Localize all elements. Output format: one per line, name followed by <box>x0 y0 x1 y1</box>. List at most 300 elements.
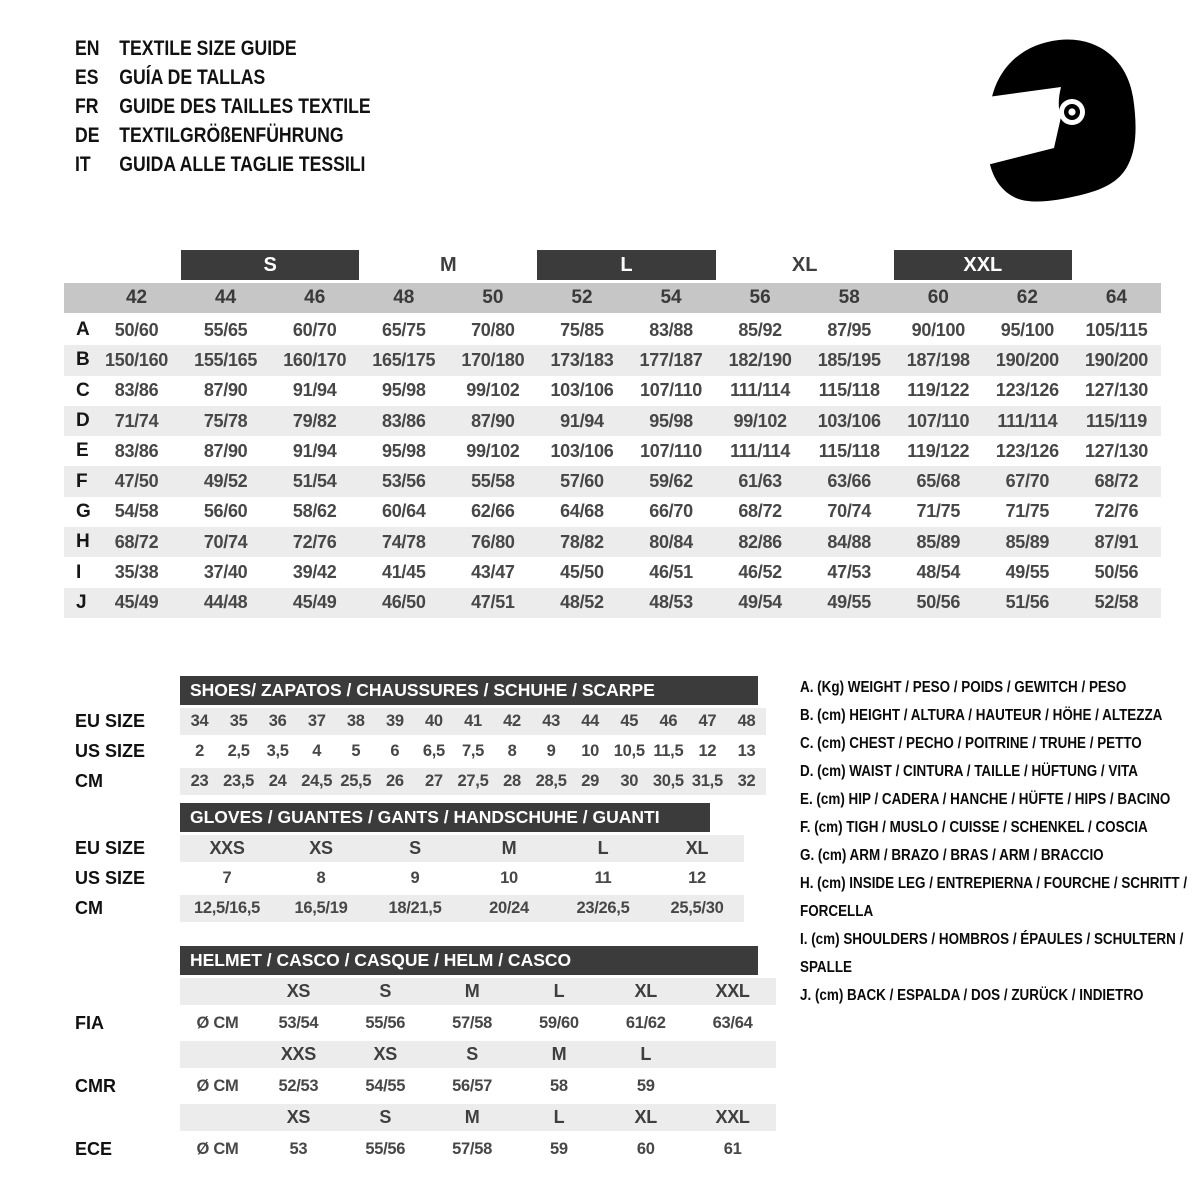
row-letter: H <box>76 531 90 553</box>
cell-value: 63/64 <box>712 1013 753 1032</box>
cell-value: 60/64 <box>382 501 426 522</box>
cell-value: 46/50 <box>382 592 426 613</box>
cell-value: 50/56 <box>1094 562 1139 583</box>
cell-value: 85/89 <box>1005 531 1050 552</box>
cell-value: XL <box>634 981 657 1001</box>
cell-value: 99/102 <box>466 380 520 401</box>
cell-value: 72/76 <box>1094 501 1139 522</box>
cell-value: S <box>409 838 421 858</box>
cell-value: 28,5 <box>535 772 567 790</box>
textile-size-table <box>64 250 1161 618</box>
cell-value: 71/74 <box>114 410 159 431</box>
cell-value: 66/70 <box>649 501 693 522</box>
legend-item: C. (cm) CHEST / PECHO / POITRINE / TRUHE / PETTO <box>800 735 1142 752</box>
size-column-number: 58 <box>838 287 860 308</box>
cell-value: 2 <box>195 742 204 760</box>
cell-value: Ø CM <box>196 1013 239 1032</box>
cell-value: 111/114 <box>997 410 1058 431</box>
shoes-table-header: SHOES/ ZAPATOS / CHAUSSURES / SCHUHE / SCARPE <box>180 676 758 705</box>
standard-label: FIA <box>75 1012 104 1033</box>
cell-value: 43/47 <box>471 562 515 583</box>
cell-value: 28 <box>503 772 521 790</box>
size-column-number: 60 <box>927 287 949 308</box>
row-values <box>180 1071 776 1101</box>
size-column-number: 52 <box>571 287 593 308</box>
cell-value: 58 <box>550 1076 568 1095</box>
cell-value: 24,5 <box>301 772 333 790</box>
cell-value: 55/58 <box>471 471 515 492</box>
cell-value: 25,5/30 <box>670 899 724 917</box>
language-title-list <box>75 34 371 179</box>
language-row <box>75 121 371 150</box>
cell-value: 30 <box>620 772 639 790</box>
language-row <box>75 150 371 179</box>
cell-value: 115/118 <box>818 440 880 461</box>
cell-value: 38 <box>346 712 365 730</box>
cell-value: 187/198 <box>906 349 970 370</box>
measurement-legend <box>800 674 1195 1010</box>
table-row <box>75 768 775 795</box>
cell-value: 95/100 <box>1000 319 1054 340</box>
cell-value: 55/65 <box>203 319 248 340</box>
table-row <box>64 557 1161 587</box>
standard-label: ECE <box>75 1138 113 1159</box>
cell-value: 48/53 <box>649 592 693 613</box>
cell-value: 75/78 <box>203 410 248 431</box>
cell-value: 47/53 <box>827 562 871 583</box>
cell-value: 36 <box>268 712 287 730</box>
cell-value: L <box>553 981 565 1001</box>
cell-value: Ø CM <box>196 1076 239 1095</box>
cell-value: 49/55 <box>1005 562 1050 583</box>
table-row <box>64 436 1161 466</box>
row-letter: J <box>76 591 87 613</box>
cell-value <box>689 1071 776 1101</box>
cell-value <box>180 1104 255 1131</box>
cell-value: 46/51 <box>649 562 693 583</box>
cell-value: 2,5 <box>227 742 250 760</box>
cell-value: 23 <box>190 772 209 790</box>
legend-item: A. (Kg) WEIGHT / PESO / POIDS / GEWITCH / PESO <box>800 679 1127 696</box>
table-row <box>75 708 775 735</box>
row-label: US SIZE <box>75 868 146 888</box>
cell-value: XS <box>286 981 311 1001</box>
legend-item: I. (cm) SHOULDERS / HOMBROS / ÉPAULES / SCHULTERN / SPALLE <box>800 931 1184 976</box>
gloves-rows <box>75 835 775 922</box>
table-row <box>64 588 1161 618</box>
size-column-number: 48 <box>393 287 415 308</box>
helmet-size-table <box>75 946 775 1164</box>
cell-value: 54/55 <box>365 1076 406 1095</box>
cell-value: 25,5 <box>340 772 372 790</box>
cell-value: 107/110 <box>907 410 970 431</box>
cell-value: 70/74 <box>203 531 248 552</box>
gloves-size-table <box>75 803 775 922</box>
language-title: TEXTILE SIZE GUIDE <box>119 36 297 60</box>
standard-label: CMR <box>75 1075 116 1096</box>
cell-value: 23,5 <box>223 772 255 790</box>
cell-value: 53 <box>289 1139 308 1158</box>
cell-value: 12 <box>688 869 706 887</box>
table-row <box>75 978 775 1005</box>
row-letter: E <box>76 440 89 462</box>
cell-value: 57/58 <box>452 1139 492 1158</box>
cell-value: 60 <box>636 1139 655 1158</box>
cell-value: 8 <box>507 742 517 760</box>
cell-value: 41/45 <box>382 562 426 583</box>
table-row <box>75 1041 775 1068</box>
cell-value: 87/91 <box>1094 531 1139 552</box>
cell-value: 10 <box>581 742 600 760</box>
cell-value: 50/60 <box>114 319 159 340</box>
table-row <box>75 1008 775 1038</box>
cell-value: 62/66 <box>471 501 515 522</box>
cell-value: 51/54 <box>292 471 337 492</box>
cell-value: 53/56 <box>382 471 426 492</box>
cell-value: 74/78 <box>382 531 426 552</box>
cell-value: 9 <box>546 742 556 760</box>
cell-value: 20/24 <box>489 899 529 917</box>
cell-value: 45/50 <box>560 562 604 583</box>
cell-value: L <box>640 1044 652 1064</box>
cell-value: 32 <box>737 772 756 790</box>
cell-value: 59/60 <box>539 1013 579 1032</box>
cell-value: 59/62 <box>649 471 693 492</box>
language-title: GUÍA DE TALLAS <box>119 65 266 89</box>
cell-value: 80/84 <box>649 531 693 552</box>
cell-value <box>180 1041 255 1068</box>
measurement-rows <box>64 315 1161 618</box>
language-row <box>75 63 371 92</box>
cell-value: 72/76 <box>292 531 337 552</box>
cell-value: XS <box>373 1044 397 1064</box>
cell-value: 42 <box>503 712 521 730</box>
cell-value: 68/72 <box>114 531 159 552</box>
cell-value: 7 <box>222 869 232 887</box>
cell-value: 119/122 <box>907 440 970 461</box>
cell-value: 58/62 <box>292 501 337 522</box>
cell-value: XL <box>634 1107 657 1127</box>
cell-value: 91/94 <box>292 380 337 401</box>
cell-value: 29 <box>581 772 600 790</box>
cell-value: 84/88 <box>827 531 871 552</box>
cell-value: 85/89 <box>916 531 961 552</box>
cell-value: 65/68 <box>916 471 961 492</box>
cell-value: 91/94 <box>560 410 604 431</box>
cell-value: 160/170 <box>283 349 347 370</box>
cell-value: 48/52 <box>560 592 604 613</box>
cell-value: 39 <box>385 712 404 730</box>
table-row <box>75 1134 775 1164</box>
row-values <box>180 1134 776 1164</box>
cell-value: 57/58 <box>452 1013 492 1032</box>
cell-value: 185/195 <box>817 349 881 370</box>
cell-value: 75/85 <box>560 319 604 340</box>
cell-value: 105/115 <box>1085 319 1148 340</box>
table-row <box>64 315 1161 345</box>
cell-value: S <box>379 1107 392 1127</box>
language-row <box>75 34 371 63</box>
row-letter: C <box>76 379 90 401</box>
size-column-number: 50 <box>482 287 504 308</box>
language-title: GUIDE DES TAILLES TEXTILE <box>119 94 371 118</box>
cell-value <box>689 1041 776 1068</box>
cell-value: 35/38 <box>114 562 159 583</box>
cell-value: 48 <box>737 712 756 730</box>
cell-value: 190/200 <box>995 349 1059 370</box>
cell-value: 67/70 <box>1005 471 1050 492</box>
cell-value: 107/110 <box>640 440 703 461</box>
cell-value: 45/49 <box>114 592 159 613</box>
cell-value: 27 <box>425 772 443 790</box>
cell-value: 45 <box>620 712 639 730</box>
cell-value: 65/75 <box>382 319 426 340</box>
row-letter: D <box>76 410 90 432</box>
table-row <box>75 1071 775 1101</box>
cell-value: L <box>553 1107 565 1127</box>
row-values <box>180 895 744 922</box>
row-values <box>180 1041 776 1068</box>
language-code: IT <box>75 152 91 176</box>
cell-value: 49/55 <box>827 592 871 613</box>
cell-value: XL <box>685 838 709 858</box>
cell-value: 127/130 <box>1084 380 1148 401</box>
cell-value: 68/72 <box>1094 471 1139 492</box>
cell-value: 52/53 <box>278 1076 319 1095</box>
cell-value: 44 <box>581 712 600 730</box>
row-label: CM <box>75 898 103 918</box>
shoes-size-table <box>75 676 775 795</box>
cell-value: M <box>464 981 480 1001</box>
cell-value: 6,5 <box>422 742 445 760</box>
cell-value: 71/75 <box>916 501 961 522</box>
row-label: EU SIZE <box>75 711 146 731</box>
cell-value: 59 <box>636 1076 655 1095</box>
cell-value: 39/42 <box>292 562 337 583</box>
cell-value: 16,5/19 <box>294 899 348 917</box>
cell-value: 37/40 <box>203 562 248 583</box>
row-label-empty <box>75 1104 180 1131</box>
table-row <box>75 835 775 862</box>
cell-value: 46 <box>659 712 678 730</box>
language-code: FR <box>75 94 99 118</box>
cell-value: 12 <box>698 742 717 760</box>
cell-value: 99/102 <box>466 440 520 461</box>
cell-value: 115/119 <box>1085 410 1147 431</box>
table-row <box>64 376 1161 406</box>
cell-value: 55/56 <box>365 1013 406 1032</box>
helmet-rows <box>75 978 775 1164</box>
cell-value: 83/88 <box>649 319 693 340</box>
row-values <box>180 865 744 892</box>
cell-value: 12,5/16,5 <box>193 899 261 917</box>
cell-value: 44/48 <box>203 592 248 613</box>
cell-value: 40 <box>425 712 443 730</box>
gloves-table-header: GLOVES / GUANTES / GANTS / HANDSCHUHE / GUANTI <box>180 803 710 832</box>
cell-value: 43 <box>542 712 560 730</box>
size-number-band <box>64 283 1161 313</box>
cell-value: 5 <box>351 742 361 760</box>
row-values <box>180 1104 776 1131</box>
row-values <box>180 708 766 735</box>
cell-value: 70/74 <box>827 501 871 522</box>
legend-item: B. (cm) HEIGHT / ALTURA / HAUTEUR / HÖHE / ALTEZZA <box>800 707 1163 724</box>
cell-value: 91/94 <box>292 440 337 461</box>
cell-value: 53/54 <box>278 1013 319 1032</box>
cell-value: 9 <box>410 869 420 887</box>
cell-value: 55/56 <box>365 1139 406 1158</box>
cell-value: 30,5 <box>652 772 684 790</box>
row-label: US SIZE <box>75 741 146 761</box>
table-row <box>64 497 1161 527</box>
row-values <box>180 835 744 862</box>
cell-value: 56/60 <box>203 501 248 522</box>
cell-value: 87/90 <box>203 440 248 461</box>
cell-value: 26 <box>385 772 404 790</box>
cell-value: 170/180 <box>461 349 525 370</box>
row-letter: G <box>76 500 91 522</box>
cell-value: 49/52 <box>203 471 248 492</box>
cell-value: XXL <box>715 981 750 1001</box>
cell-value: 119/122 <box>907 380 970 401</box>
racing-helmet-icon <box>973 34 1141 209</box>
size-column-number: 62 <box>1016 287 1038 308</box>
cell-value: 76/80 <box>471 531 515 552</box>
size-column-number: 54 <box>660 287 682 308</box>
table-row <box>64 406 1161 436</box>
table-row <box>64 466 1161 496</box>
cell-value: M <box>501 838 517 858</box>
row-values <box>180 738 766 765</box>
language-title: GUIDA ALLE TAGLIE TESSILI <box>119 152 366 176</box>
legend-item: G. (cm) ARM / BRAZO / BRAS / ARM / BRACCIO <box>800 847 1104 864</box>
cell-value: 47 <box>698 712 717 730</box>
cell-value: 10,5 <box>613 742 645 760</box>
cell-value: XXS <box>209 838 245 858</box>
size-column-number: 56 <box>749 287 771 308</box>
cell-value: 57/60 <box>560 471 604 492</box>
cell-value: 165/175 <box>372 349 436 370</box>
language-row <box>75 92 371 121</box>
cell-value: 51/56 <box>1005 592 1050 613</box>
row-values <box>180 978 776 1005</box>
cell-value: 90/100 <box>911 319 965 340</box>
legend-item: H. (cm) INSIDE LEG / ENTREPIERNA / FOURCHE / SCHRITT / FORCELLA <box>800 875 1188 920</box>
row-label: EU SIZE <box>75 838 146 858</box>
cell-value: 95/98 <box>382 440 426 461</box>
cell-value: 182/190 <box>728 349 792 370</box>
cell-value: 37 <box>307 712 326 730</box>
cell-value: 47/50 <box>114 471 159 492</box>
cell-value: L <box>597 838 609 858</box>
cell-value: 10 <box>500 869 518 887</box>
cell-value: 79/82 <box>292 410 337 431</box>
cell-value: 50/56 <box>916 592 961 613</box>
language-code: EN <box>75 36 100 60</box>
cell-value: 11 <box>594 869 612 887</box>
cell-value: 61/63 <box>738 471 782 492</box>
cell-value: 52/58 <box>1094 592 1139 613</box>
cell-value: 70/80 <box>471 319 515 340</box>
cell-value: 7,5 <box>461 742 485 760</box>
cell-value: S <box>466 1044 478 1064</box>
row-label: CM <box>75 771 103 791</box>
cell-value: 68/72 <box>738 501 782 522</box>
cell-value: 54/58 <box>114 501 159 522</box>
cell-value: 23/26,5 <box>576 899 630 917</box>
cell-value: 31,5 <box>691 772 723 790</box>
cell-value: 115/118 <box>818 380 880 401</box>
cell-value: 45/49 <box>292 592 337 613</box>
size-group-l: L <box>537 250 715 280</box>
cell-value: 95/98 <box>649 410 693 431</box>
cell-value: 3,5 <box>266 742 289 760</box>
cell-value: 6 <box>390 742 400 760</box>
cell-value: 83/86 <box>382 410 426 431</box>
cell-value: 85/92 <box>738 319 782 340</box>
cell-value: XS <box>286 1107 311 1127</box>
table-row <box>75 738 775 765</box>
legend-item: E. (cm) HIP / CADERA / HANCHE / HÜFTE / HIPS / BACINO <box>800 791 1171 808</box>
cell-value: 34 <box>190 712 209 730</box>
cell-value: 111/114 <box>730 380 791 401</box>
cell-value: M <box>464 1107 480 1127</box>
cell-value: XS <box>309 838 333 858</box>
table-row <box>64 345 1161 375</box>
cell-value: 83/86 <box>114 440 159 461</box>
cell-value: 87/90 <box>471 410 515 431</box>
cell-value: 61/62 <box>625 1013 666 1032</box>
cell-value: 60/70 <box>292 319 337 340</box>
language-code: ES <box>75 65 99 89</box>
cell-value: 11,5 <box>653 742 684 760</box>
table-row <box>75 1104 775 1131</box>
cell-value: 47/51 <box>471 592 515 613</box>
cell-value: 150/160 <box>105 349 169 370</box>
cell-value: 95/98 <box>382 380 426 401</box>
size-column-number: 44 <box>215 287 237 308</box>
cell-value: 99/102 <box>733 410 787 431</box>
table-row <box>64 527 1161 557</box>
cell-value: 35 <box>229 712 248 730</box>
row-letter: A <box>76 319 90 341</box>
row-letter: F <box>76 470 88 492</box>
cell-value: 59 <box>550 1139 568 1158</box>
table-row <box>75 865 775 892</box>
legend-item: J. (cm) BACK / ESPALDA / DOS / ZURÜCK / INDIETRO <box>800 987 1144 1004</box>
cell-value: 24 <box>268 772 287 790</box>
row-values <box>180 1008 776 1038</box>
size-column-number: 64 <box>1105 287 1128 308</box>
shoes-rows <box>75 708 775 795</box>
size-column-number: 46 <box>304 287 326 308</box>
cell-value: 13 <box>737 742 756 760</box>
cell-value: 18/21,5 <box>388 899 442 917</box>
row-label-empty <box>75 1041 180 1068</box>
cell-value: 49/54 <box>738 592 782 613</box>
cell-value: S <box>379 981 392 1001</box>
cell-value: 48/54 <box>916 562 961 583</box>
cell-value: 63/66 <box>827 471 871 492</box>
cell-value: 103/106 <box>817 410 881 431</box>
size-group-xl: XL <box>791 253 818 276</box>
cell-value: 64/68 <box>560 501 604 522</box>
row-values <box>180 768 766 795</box>
cell-value: 87/90 <box>203 380 248 401</box>
cell-value: 123/126 <box>995 380 1059 401</box>
cell-value: M <box>551 1044 567 1064</box>
cell-value: Ø CM <box>196 1139 239 1158</box>
